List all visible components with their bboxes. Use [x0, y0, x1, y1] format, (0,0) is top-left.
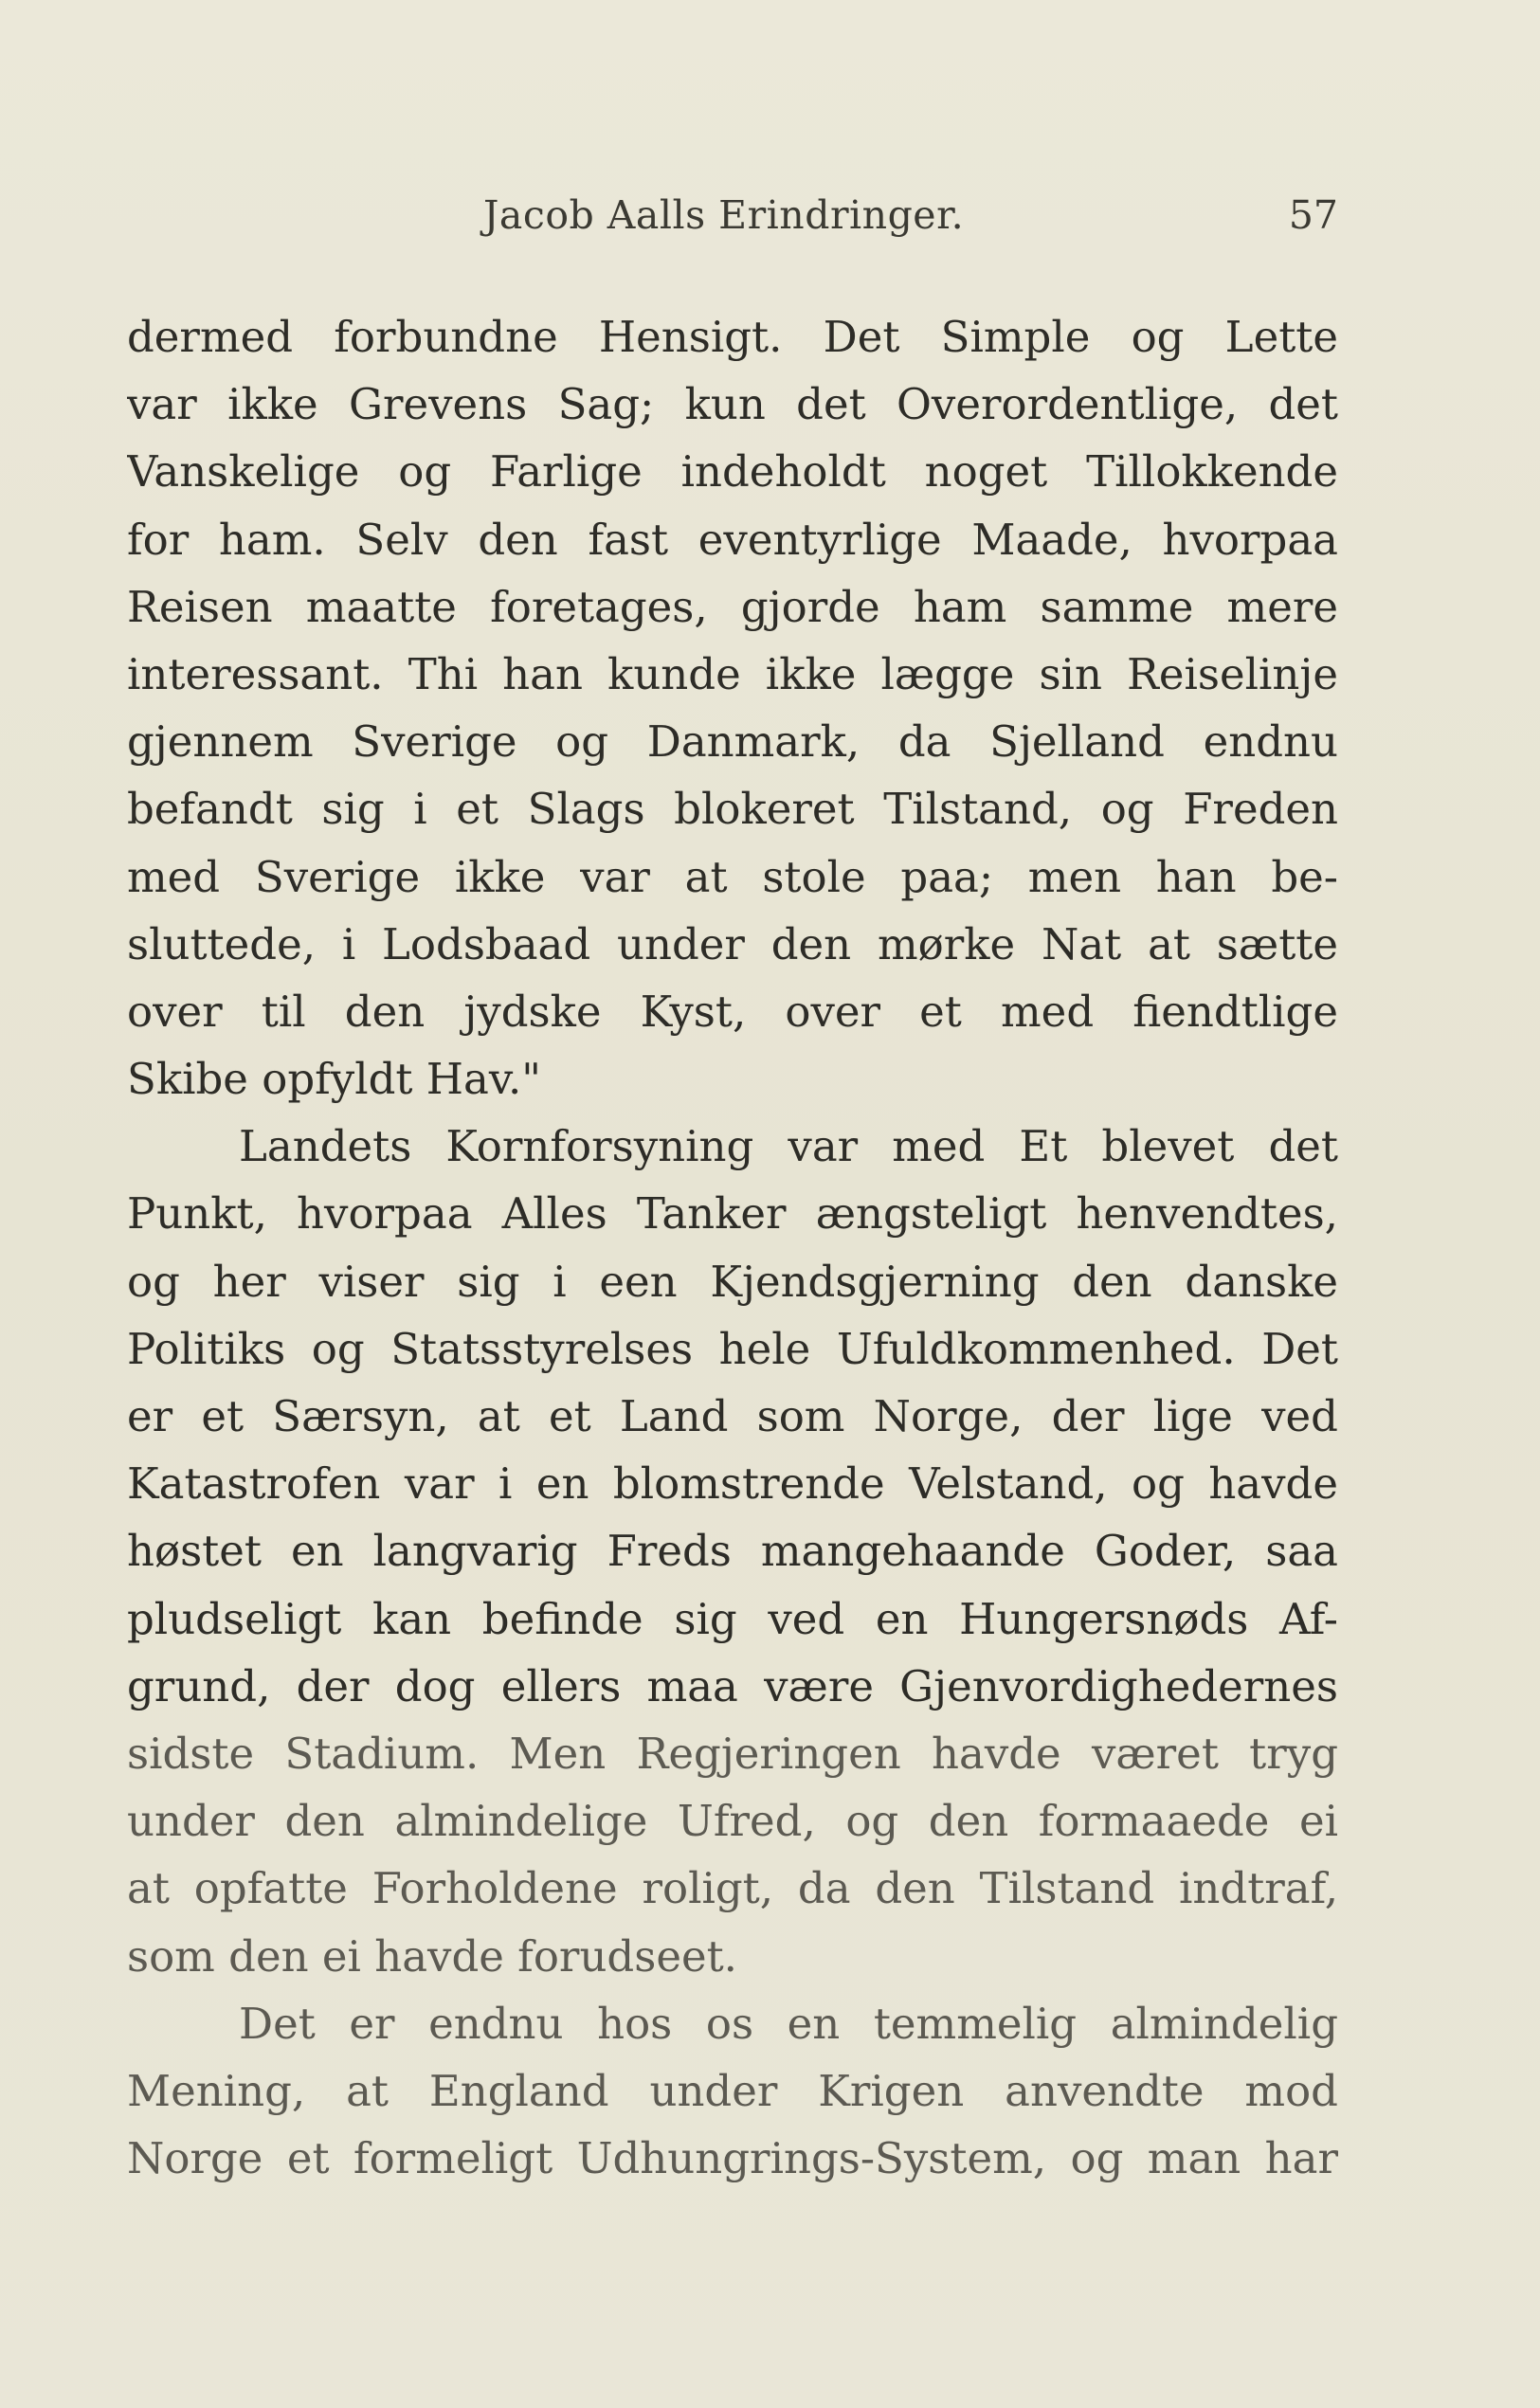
paragraph-first-line: Landets Kornforsyning var med Et blevet det — [239, 1121, 1338, 1172]
text-line: under den almindelige Ufred, og den formaaede ei — [127, 1796, 1338, 1847]
text-line: over til den jydske Kyst, over et med fiendtlige — [127, 986, 1338, 1037]
page-number: 57 — [1288, 192, 1338, 238]
text-line: interessant. Thi han kunde ikke lægge sin Reiselinje — [127, 648, 1338, 699]
text-line: gjennem Sverige og Danmark, da Sjelland endnu — [127, 716, 1338, 768]
text-line: Punkt, hvorpaa Alles Tanker ængsteligt henvendtes, — [127, 1188, 1338, 1240]
paragraph-first-line: Det er endnu hos os en temmelig almindelig — [239, 1998, 1338, 2049]
text-line: sidste Stadium. Men Regjeringen havde været tryg — [127, 1728, 1338, 1779]
text-line: Skibe opfyldt Hav." — [127, 1054, 541, 1105]
text-line: Vanskelige og Farlige indeholdt noget Tillokkende — [127, 446, 1338, 498]
text-line: Norge et formeligt Udhungrings-System, og man har — [127, 2133, 1338, 2184]
text-line: befandt sig i et Slags blokeret Tilstand, og Freden — [127, 784, 1338, 835]
text-line: var ikke Grevens Sag; kun det Overordentlige, det — [127, 379, 1338, 430]
text-line: dermed forbundne Hensigt. Det Simple og Lette — [127, 312, 1338, 362]
text-line: grund, der dog ellers maa være Gjenvordighedernes — [127, 1660, 1338, 1711]
text-line: pludseligt kan befinde sig ved en Hungersnøds Af- — [127, 1593, 1338, 1644]
text-line: og her viser sig i een Kjendsgjerning den danske — [127, 1256, 1338, 1307]
text-line: høstet en langvarig Freds mangehaande Goder, saa — [127, 1526, 1338, 1577]
text-line: Reisen maatte foretages, gjorde ham samme mere — [127, 581, 1338, 632]
running-title: Jacob Aalls Erindringer. — [483, 192, 965, 238]
text-line: for ham. Selv den fast eventyrlige Maade, hvorpaa — [127, 514, 1338, 565]
text-body — [127, 303, 1338, 2192]
text-line: Mening, at England under Krigen anvendte mod — [127, 2065, 1338, 2116]
text-line: Politiks og Statsstyrelses hele Ufuldkommenhed. Det — [127, 1323, 1338, 1374]
text-line: med Sverige ikke var at stole paa; men han be- — [127, 851, 1338, 902]
running-head — [127, 185, 1338, 242]
text-line: Katastrofen var i en blomstrende Velstand, og havde — [127, 1458, 1338, 1510]
text-line: er et Særsyn, at et Land som Norge, der lige ved — [127, 1391, 1338, 1441]
text-line: sluttede, i Lodsbaad under den mørke Nat at sætte — [127, 918, 1338, 969]
text-line: som den ei havde forudseet. — [127, 1930, 737, 1982]
text-line: at opfatte Forholdene roligt, da den Tilstand indtraf, — [127, 1863, 1338, 1914]
